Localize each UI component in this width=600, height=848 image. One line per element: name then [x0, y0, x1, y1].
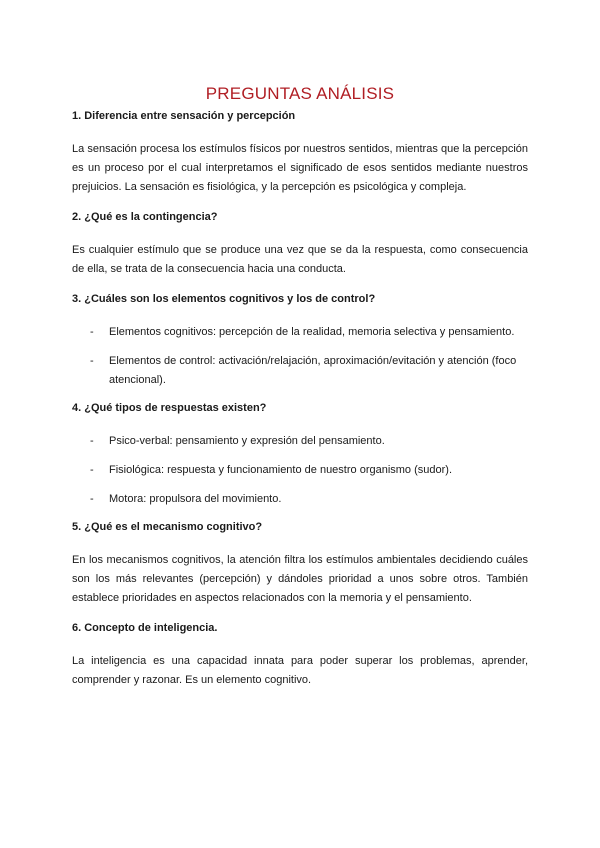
list-item	[72, 323, 528, 342]
answer-list	[72, 432, 528, 509]
list-item	[72, 490, 528, 509]
list-item	[72, 432, 528, 451]
list-item-text: Psico-verbal: pensamiento y expresión del pensamiento.	[109, 435, 385, 447]
bullet-dash: -	[90, 355, 94, 367]
section-5	[72, 521, 528, 608]
section-4	[72, 402, 528, 509]
list-item-text: Elementos cognitivos: percepción de la realidad, memoria selectiva y pensamiento.	[109, 326, 515, 338]
document-body	[72, 110, 528, 704]
section-6	[72, 622, 528, 690]
question-heading: 6. Concepto de inteligencia.	[72, 622, 218, 634]
answer-paragraph: La inteligencia es una capacidad innata para poder superar los problemas, aprender, comprender y razonar. Es un elemento cognitivo.	[72, 655, 528, 686]
question-heading: 5. ¿Qué es el mecanismo cognitivo?	[72, 521, 263, 533]
bullet-dash: -	[90, 326, 94, 338]
page-title: PREGUNTAS ANÁLISIS	[205, 84, 395, 104]
bullet-dash: -	[90, 464, 94, 476]
question-heading: 1. Diferencia entre sensación y percepción	[72, 110, 296, 122]
question-heading: 2. ¿Qué es la contingencia?	[72, 211, 218, 223]
list-item-text: Motora: propulsora del movimiento.	[109, 493, 282, 505]
question-heading: 4. ¿Qué tipos de respuestas existen?	[72, 402, 267, 414]
list-item	[72, 461, 528, 480]
answer-paragraph: Es cualquier estímulo que se produce una vez que se da la respuesta, como consecuencia de ella, se trata de la consecuencia hacia una conducta.	[72, 244, 528, 275]
section-3	[72, 293, 528, 390]
section-1	[72, 110, 528, 197]
answer-paragraph: La sensación procesa los estímulos físicos por nuestros sentidos, mientras que la percepción es un proceso por el cual interpretamos el significado de esos sentidos mediante nuestros prejuicios. La sensación es fisiológica, y la percepción es psicológica y compleja.	[72, 143, 528, 193]
section-2	[72, 211, 528, 279]
list-item-text: Fisiológica: respuesta y funcionamiento de nuestro organismo (sudor).	[109, 464, 453, 476]
answer-list	[72, 323, 528, 390]
bullet-dash: -	[90, 493, 94, 505]
answer-paragraph: En los mecanismos cognitivos, la atención filtra los estímulos ambientales decidiendo cuáles son los más relevantes (percepción) y dándoles prioridad a unos sobre otros. También establece prioridades en aspectos relacionados con la memoria y el pensamiento.	[72, 554, 528, 604]
question-heading: 3. ¿Cuáles son los elementos cognitivos y los de control?	[72, 293, 376, 305]
list-item-text: Elementos de control: activación/relajación, aproximación/evitación y atención (foco atencional).	[109, 355, 517, 386]
list-item	[72, 352, 528, 390]
bullet-dash: -	[90, 435, 94, 447]
